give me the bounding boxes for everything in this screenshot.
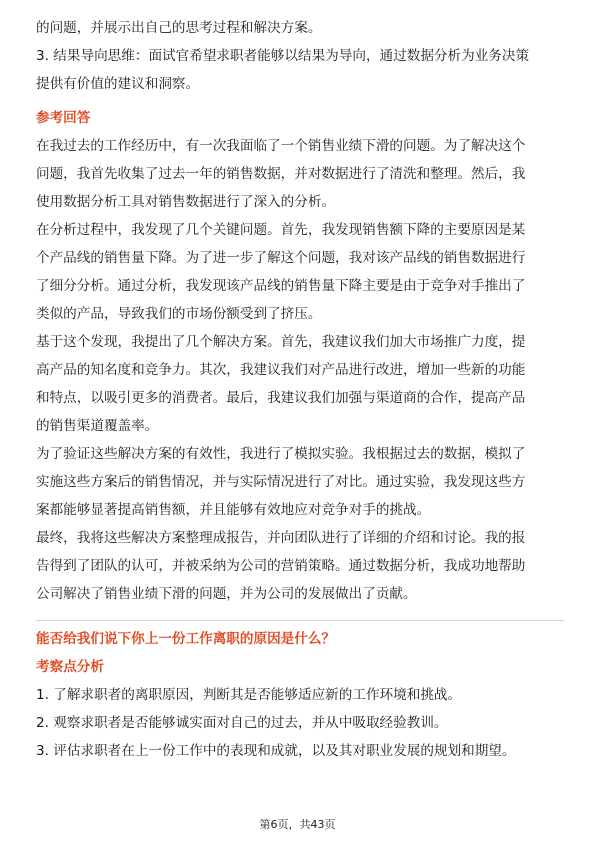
- answer-p3-line: 基于这个发现，我提出了几个解决方案。首先，我建议我们加大市场推广力度，提: [36, 334, 526, 350]
- analysis-point: 3. 评估求职者在上一份工作中的表现和成就，以及其对职业发展的规划和期望。: [36, 743, 516, 759]
- answer-p4-line: 案都能够显著提高销售额，并且能够有效地应对竞争对手的挑战。: [36, 502, 431, 518]
- question-title: 能否给我们说下你上一份工作离职的原因是什么？: [36, 631, 336, 647]
- document-page: [36, 14, 564, 765]
- answer-p5-line: 公司解决了销售业绩下滑的问题，并为公司的发展做出了贡献。: [36, 586, 417, 602]
- answer-p1-line: 问题，我首先收集了过去一年的销售数据，并对数据进行了清洗和整理。然后，我: [36, 166, 526, 182]
- answer-p2-line: 在分析过程中，我发现了几个关键问题。首先，我发现销售额下降的主要原因是某: [36, 222, 526, 238]
- intro-line: 的问题，并展示出自己的思考过程和解决方案。: [36, 20, 322, 36]
- page-number: 第6页，共43页: [259, 818, 336, 831]
- answer-p5-line: 告得到了团队的认可，并被采纳为公司的营销策略。通过数据分析，我成功地帮助: [36, 558, 526, 574]
- answer-p2-line: 了细分分析。通过分析，我发现该产品线的销售量下降主要是由于竞争对手推出了: [36, 278, 526, 294]
- answer-p4-line: 为了验证这些解决方案的有效性，我进行了模拟实验。我根据过去的数据，模拟了: [36, 446, 526, 462]
- analysis-heading: 考察点分析: [36, 659, 104, 675]
- answer-p2-line: 个产品线的销售量下降。为了进一步了解这个问题，我对该产品线的销售数据进行: [36, 250, 526, 266]
- answer-p3-line: 和特点，以吸引更多的消费者。最后，我建议我们加强与渠道商的合作，提高产品: [36, 390, 526, 406]
- intro-point-3-line-2: 提供有价值的建议和洞察。: [36, 76, 200, 92]
- answer-p1-line: 使用数据分析工具对销售数据进行了深入的分析。: [36, 194, 336, 210]
- answer-p3-line: 的销售渠道覆盖率。: [36, 418, 159, 434]
- intro-point-3-line-1: 3. 结果导向思维：面试官希望求职者能够以结果为导向，通过数据分析为业务决策: [36, 48, 530, 64]
- answer-heading: 参考回答: [36, 110, 91, 126]
- answer-p1-line: 在我过去的工作经历中，有一次我面临了一个销售业绩下滑的问题。为了解决这个: [36, 138, 526, 154]
- section-divider: [36, 620, 564, 621]
- answer-p5-line: 最终，我将这些解决方案整理成报告，并向团队进行了详细的介绍和讨论。我的报: [36, 530, 526, 546]
- answer-p2-line: 类似的产品，导致我们的市场份额受到了挤压。: [36, 306, 322, 322]
- analysis-point: 1. 了解求职者的离职原因，判断其是否能够适应新的工作环境和挑战。: [36, 687, 462, 703]
- answer-p4-line: 实施这些方案后的销售情况，并与实际情况进行了对比。通过实验，我发现这些方: [36, 474, 526, 490]
- answer-p3-line: 高产品的知名度和竞争力。其次，我建议我们对产品进行改进，增加一些新的功能: [36, 362, 526, 378]
- analysis-point: 2. 观察求职者是否能够诚实面对自己的过去，并从中吸取经验教训。: [36, 715, 448, 731]
